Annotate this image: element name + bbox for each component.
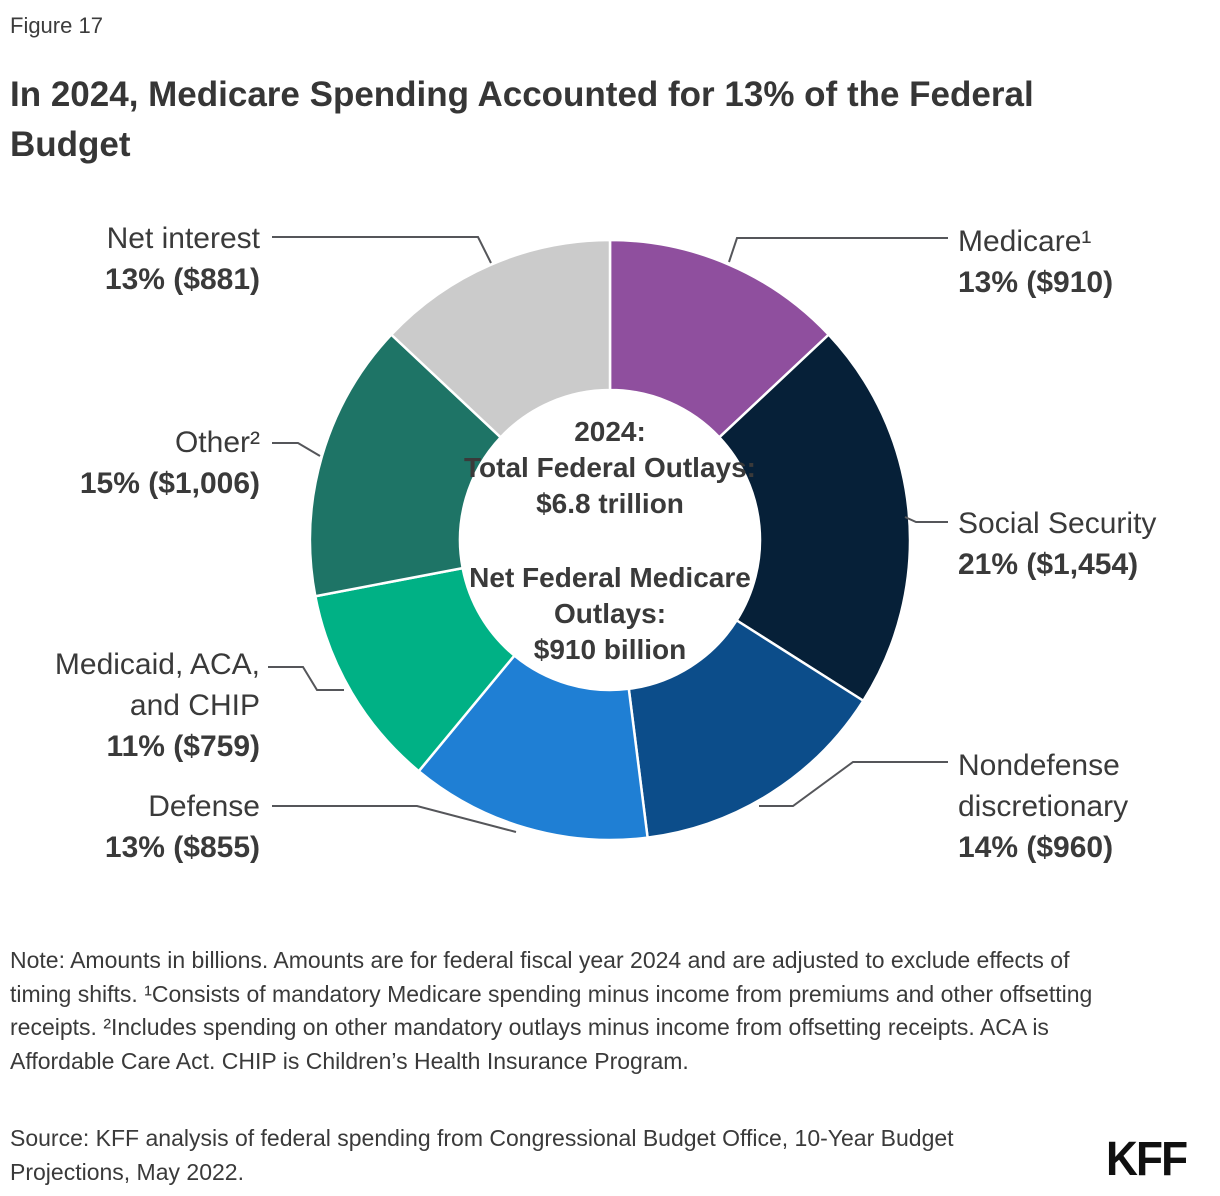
segment-label-other [80, 422, 260, 504]
leader-line-medicare [729, 238, 948, 262]
segment-label-value: 15% ($1,006) [79, 467, 260, 500]
segment-label-text: Medicaid, ACA, [54, 648, 260, 681]
center-text-gap [430, 522, 790, 560]
center-text-line: Net Federal Medicare [469, 562, 751, 593]
note-text: Note: Amounts in billions. Amounts are for federal fiscal year 2024 and are adjusted to exclude effects of timing shifts. ¹Consists of mandatory Medicare spending minus income from premiums and other offsetting receipts. ²Includes spending on other mandatory outlays minus income from offsetting receipts. ACA is Affordable Care Act. CHIP is Children’s Health Insurance Program. [10, 947, 1093, 1074]
figure-label: Figure 17 [10, 13, 103, 38]
leader-line-other [272, 443, 320, 456]
segment-label-value: 13% ($881) [104, 263, 260, 296]
center-text-line: Outlays: [553, 598, 667, 629]
segment-label-text: Other² [174, 426, 260, 459]
segment-label-value: 11% ($759) [106, 730, 260, 763]
center-text-line: $6.8 trillion [536, 488, 684, 519]
segment-label-net-interest [105, 218, 260, 300]
segment-label-text: discretionary [958, 790, 1129, 823]
segment-label-social-security [958, 503, 1156, 585]
center-text-line: $910 billion [533, 634, 687, 665]
segment-label-text: Social Security [958, 507, 1157, 540]
segment-label-nondefense-discretionary [958, 745, 1128, 868]
center-text-line: 2024: [574, 416, 646, 447]
leader-line-medicaid-aca-and-chip [268, 667, 344, 690]
segment-label-text: Medicare¹ [958, 225, 1092, 258]
segment-label-defense [105, 786, 260, 868]
segment-label-value: 13% ($855) [104, 831, 260, 864]
segment-label-value: 13% ($910) [958, 266, 1114, 299]
donut-center-text [430, 414, 790, 668]
leader-line-social-security [905, 517, 948, 522]
segment-label-text: Net interest [106, 222, 260, 255]
segment-label-text: Nondefense [958, 749, 1120, 782]
source-text: Source: KFF analysis of federal spending from Congressional Budget Office, 10-Year Budget Projections, May 2022. [10, 1125, 954, 1185]
center-text-line: Total Federal Outlays: [464, 452, 756, 483]
segment-label-value: 14% ($960) [958, 831, 1114, 864]
kff-logo: KFF [1106, 1133, 1187, 1186]
leader-line-net-interest [272, 237, 491, 263]
segment-label-medicaid-aca-and-chip [55, 644, 260, 767]
segment-label-text: Defense [148, 790, 260, 823]
segment-label-text: and CHIP [129, 689, 260, 722]
page-title: In 2024, Medicare Spending Accounted for 13% of the Federal Budget [10, 75, 1034, 164]
segment-label-medicare [958, 221, 1113, 303]
segment-label-value: 21% ($1,454) [958, 548, 1139, 581]
